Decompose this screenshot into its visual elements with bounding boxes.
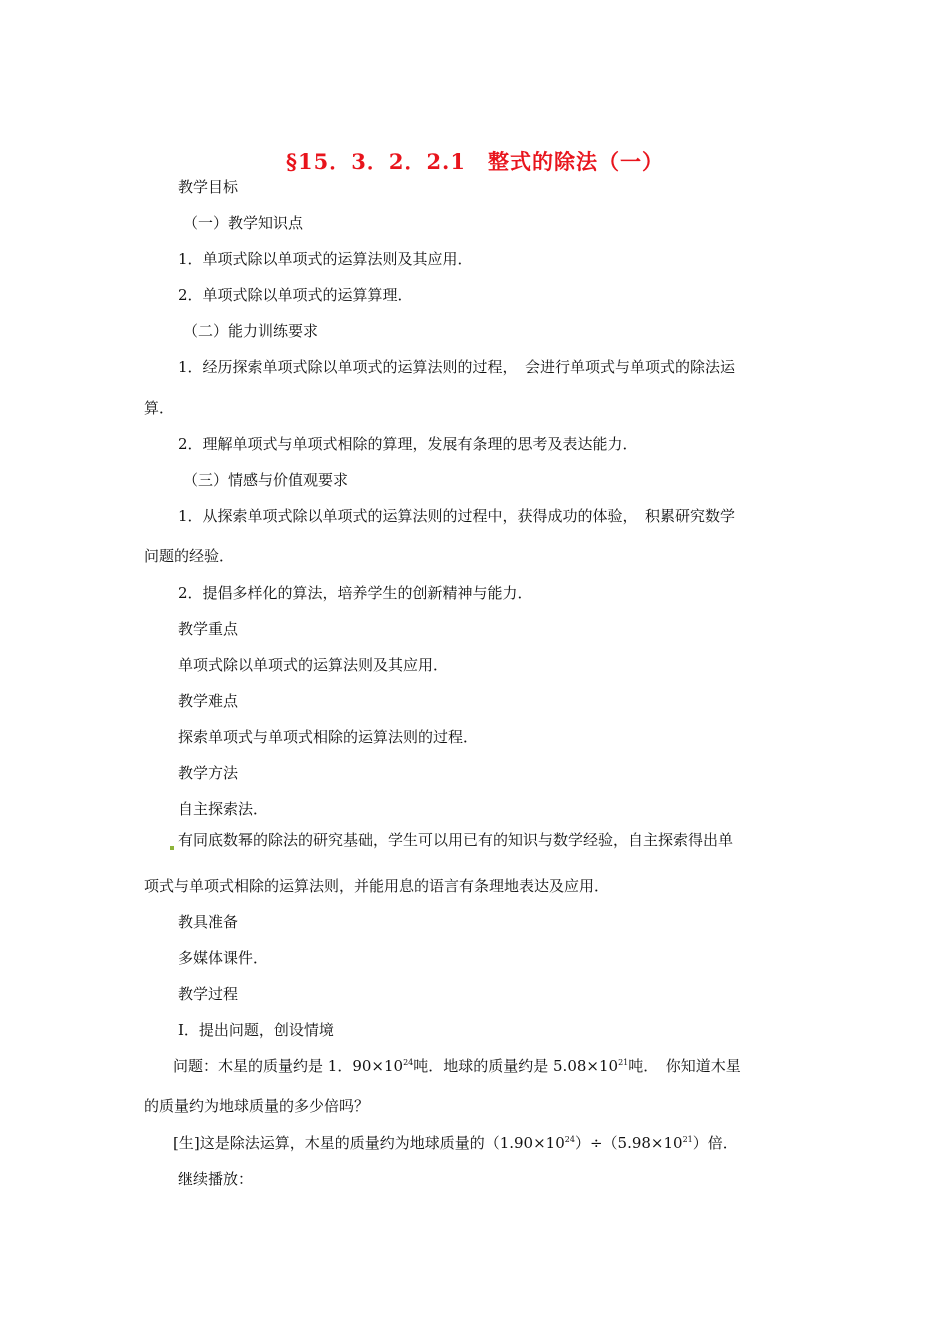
student-answer xyxy=(173,1133,738,1153)
heading-key-points: 教学重点 xyxy=(178,620,239,638)
paragraph-continuation: 项式与单项式相除的运算法则，并能用息的语言有条理地表达及应用． xyxy=(144,877,610,895)
exponent: 24 xyxy=(564,1135,575,1144)
paragraph: 2．提倡多样化的算法，培养学生的创新精神与能力． xyxy=(178,584,533,602)
subheading-knowledge-points: （一）教学知识点 xyxy=(183,214,304,232)
problem-text-1: 问题：木星的质量约是 1．90×10 xyxy=(173,1057,404,1075)
heading-difficulties: 教学难点 xyxy=(178,692,239,710)
paragraph-continuation: 的质量约为地球质量的多少倍吗？ xyxy=(144,1097,370,1115)
answer-text-3: ）倍． xyxy=(692,1134,738,1152)
paragraph: 1．经历探索单项式除以单项式的运算法则的过程， 会进行单项式与单项式的除法运 xyxy=(178,358,736,376)
heading-teaching-process: 教学过程 xyxy=(178,985,239,1003)
exponent: 21 xyxy=(618,1058,629,1067)
paragraph: 1．从探索单项式除以单项式的运算法则的过程中，获得成功的体验， 积累研究数学 xyxy=(178,507,736,525)
problem-statement xyxy=(173,1056,741,1076)
paragraph: 2．单项式除以单项式的运算算理． xyxy=(178,286,413,304)
paragraph: 自主探索法． xyxy=(178,800,269,818)
problem-text-3: 吨． 你知道木星 xyxy=(628,1057,741,1075)
paragraph: 探索单项式与单项式相除的运算法则的过程． xyxy=(178,728,479,746)
green-marker-dot xyxy=(170,846,174,850)
paragraph: 单项式除以单项式的运算法则及其应用． xyxy=(178,656,449,674)
subheading-emotion-values: （三）情感与价值观要求 xyxy=(183,471,349,489)
page-title: §15．3．2．2.1 整式的除法（一） xyxy=(286,149,664,174)
exponent: 24 xyxy=(403,1058,414,1067)
paragraph: 有同底数幂的除法的研究基础，学生可以用已有的知识与数学经验，自主探索得出单 xyxy=(178,831,734,849)
paragraph: 1．单项式除以单项式的运算法则及其应用． xyxy=(178,250,473,268)
heading-teaching-goals: 教学目标 xyxy=(178,178,239,196)
answer-text-2: ）÷（5.98×10 xyxy=(574,1134,683,1152)
problem-text-2: 吨．地球的质量约是 5.08×10 xyxy=(413,1057,619,1075)
paragraph: 多媒体课件． xyxy=(178,949,269,967)
subheading-ability-requirements: （二）能力训练要求 xyxy=(183,322,319,340)
paragraph-continuation: 问题的经验． xyxy=(144,547,235,565)
paragraph: 2．理解单项式与单项式相除的算理，发展有条理的思考及表达能力． xyxy=(178,435,638,453)
section-heading: Ⅰ．提出问题，创设情境 xyxy=(178,1021,334,1039)
answer-text-1: [生]这是除法运算，木星的质量约为地球质量的（1.90×10 xyxy=(173,1134,565,1152)
paragraph-continuation: 算． xyxy=(144,399,175,417)
heading-teaching-aids: 教具准备 xyxy=(178,913,239,931)
heading-teaching-method: 教学方法 xyxy=(178,764,239,782)
paragraph: 继续播放： xyxy=(178,1170,254,1188)
exponent: 21 xyxy=(682,1135,693,1144)
